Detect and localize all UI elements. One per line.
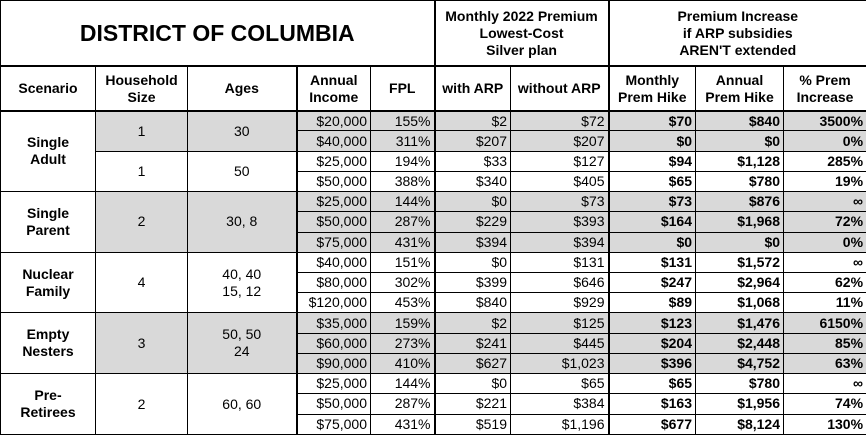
ages-line: 50 [233,162,250,179]
without-arp-cell: $125 [511,313,609,333]
ages-cell [188,252,297,313]
ages-line: 50, 50 [222,326,262,343]
income-cell: $40,000 [297,252,371,272]
pct-increase-cell: ∞ [784,252,866,272]
annual-hike-cell: $1,068 [696,293,784,313]
scenario-label-line: Pre- [34,387,62,404]
fpl-cell: 144% [371,192,435,212]
ages-line: 30, 8 [226,213,258,230]
title-row [1,1,866,67]
pct-increase-cell: 62% [784,273,866,293]
premium-header-line-3: Silver plan [486,41,557,58]
income-cell: $20,000 [297,111,371,131]
fpl-cell: 159% [371,313,435,333]
monthly-hike-cell: $65 [609,171,696,191]
fpl-cell: 194% [371,151,435,171]
pct-increase-cell: 63% [784,353,866,373]
household-size-cell: 2 [96,374,188,435]
table-row [1,151,866,171]
with-arp-cell: $229 [435,212,511,232]
col-ages: Ages [188,66,297,111]
without-arp-cell: $405 [511,171,609,191]
monthly-hike-cell: $204 [609,333,696,353]
scenario-label-line: Empty [26,326,70,343]
premium-group-header [435,1,609,67]
without-arp-cell: $1,023 [511,353,609,373]
fpl-cell: 287% [371,212,435,232]
monthly-hike-cell: $247 [609,273,696,293]
pct-increase-cell: 0% [784,232,866,252]
fpl-cell: 302% [371,273,435,293]
scenario-label [1,111,96,192]
table-row [1,111,866,131]
without-arp-cell: $131 [511,252,609,272]
annual-hike-cell: $1,128 [696,151,784,171]
increase-header-line-1: Premium Increase [677,7,799,24]
col-monthly-hike: Monthly Prem Hike [609,66,696,111]
annual-hike-cell: $1,476 [696,313,784,333]
pct-increase-cell: 72% [784,212,866,232]
with-arp-cell: $0 [435,374,511,394]
fpl-cell: 410% [371,353,435,373]
annual-hike-cell: $1,968 [696,212,784,232]
without-arp-cell: $207 [511,131,609,151]
fpl-cell: 287% [371,394,435,414]
with-arp-cell: $2 [435,111,511,131]
annual-hike-cell: $0 [696,232,784,252]
annual-hike-cell: $876 [696,192,784,212]
scenario-label-line: Family [25,282,71,299]
annual-hike-cell: $0 [696,131,784,151]
fpl-cell: 388% [371,171,435,191]
fpl-cell: 273% [371,333,435,353]
household-size-cell: 1 [96,151,188,191]
monthly-hike-cell: $677 [609,414,696,434]
col-pct-increase: % Prem Increase [784,66,866,111]
col-fpl: FPL [371,66,435,111]
scenario-label-line: Retirees [20,404,76,421]
increase-header-line-3: AREN'T extended [679,41,797,58]
household-size-cell: 3 [96,313,188,374]
with-arp-cell: $0 [435,192,511,212]
household-size-cell: 1 [96,111,188,151]
fpl-cell: 155% [371,111,435,131]
without-arp-cell: $445 [511,333,609,353]
scenario-label-line: Single [26,134,69,151]
with-arp-cell: $340 [435,171,511,191]
col-annual-income: Annual Income [297,66,371,111]
pct-increase-cell: ∞ [784,192,866,212]
fpl-cell: 431% [371,232,435,252]
without-arp-cell: $384 [511,394,609,414]
monthly-hike-cell: $163 [609,394,696,414]
ages-cell [188,151,297,191]
ages-cell [188,111,297,151]
table-row [1,313,866,333]
monthly-hike-cell: $131 [609,252,696,272]
fpl-cell: 453% [371,293,435,313]
scenario-label-line: Adult [30,151,66,168]
with-arp-cell: $33 [435,151,511,171]
with-arp-cell: $0 [435,252,511,272]
annual-hike-cell: $8,124 [696,414,784,434]
ages-line: 24 [233,343,250,360]
without-arp-cell: $1,196 [511,414,609,434]
monthly-hike-cell: $73 [609,192,696,212]
ages-cell [188,313,297,374]
pct-increase-cell: 0% [784,131,866,151]
annual-hike-cell: $780 [696,171,784,191]
income-cell: $90,000 [297,353,371,373]
with-arp-cell: $207 [435,131,511,151]
with-arp-cell: $2 [435,313,511,333]
annual-hike-cell: $1,956 [696,394,784,414]
with-arp-cell: $221 [435,394,511,414]
income-cell: $120,000 [297,293,371,313]
annual-hike-cell: $2,964 [696,273,784,293]
scenario-label [1,374,96,435]
income-cell: $25,000 [297,374,371,394]
without-arp-cell: $646 [511,273,609,293]
increase-header-line-2: if ARP subsidies [682,24,793,41]
pct-increase-cell: 74% [784,394,866,414]
fpl-cell: 144% [371,374,435,394]
pct-increase-cell: 130% [784,414,866,434]
monthly-hike-cell: $396 [609,353,696,373]
monthly-hike-cell: $65 [609,374,696,394]
income-cell: $80,000 [297,273,371,293]
table-title: DISTRICT OF COLUMBIA [1,1,435,67]
col-with-arp: with ARP [435,66,511,111]
col-scenario: Scenario [1,66,96,111]
annual-hike-cell: $1,572 [696,252,784,272]
scenario-label [1,252,96,313]
premium-header-line-1: Monthly 2022 Premium [445,7,598,24]
without-arp-cell: $393 [511,212,609,232]
fpl-cell: 151% [371,252,435,272]
monthly-hike-cell: $0 [609,232,696,252]
without-arp-cell: $73 [511,192,609,212]
ages-line: 30 [233,122,250,139]
household-size-cell: 4 [96,252,188,313]
scenario-label [1,313,96,374]
scenario-label [1,192,96,253]
table-row [1,374,866,394]
pct-increase-cell: 3500% [784,111,866,131]
with-arp-cell: $394 [435,232,511,252]
with-arp-cell: $241 [435,333,511,353]
pct-increase-cell: ∞ [784,374,866,394]
fpl-cell: 431% [371,414,435,434]
without-arp-cell: $72 [511,111,609,131]
scenario-label-line: Parent [26,221,70,238]
annual-hike-cell: $780 [696,374,784,394]
col-without-arp: without ARP [511,66,609,111]
pct-increase-cell: 6150% [784,313,866,333]
income-cell: $50,000 [297,394,371,414]
income-cell: $75,000 [297,232,371,252]
annual-hike-cell: $840 [696,111,784,131]
monthly-hike-cell: $0 [609,131,696,151]
fpl-cell: 311% [371,131,435,151]
income-cell: $50,000 [297,171,371,191]
with-arp-cell: $519 [435,414,511,434]
premium-header-line-2: Lowest-Cost [479,24,564,41]
ages-cell [188,192,297,253]
without-arp-cell: $65 [511,374,609,394]
income-cell: $40,000 [297,131,371,151]
scenario-label-line: Nesters [22,343,74,360]
without-arp-cell: $127 [511,151,609,171]
pct-increase-cell: 11% [784,293,866,313]
annual-hike-cell: $4,752 [696,353,784,373]
scenario-label-line: Nuclear [22,265,74,282]
without-arp-cell: $929 [511,293,609,313]
ages-line: 15, 12 [222,282,262,299]
ages-line: 40, 40 [222,265,262,282]
monthly-hike-cell: $123 [609,313,696,333]
income-cell: $25,000 [297,151,371,171]
income-cell: $60,000 [297,333,371,353]
annual-hike-cell: $2,448 [696,333,784,353]
income-cell: $75,000 [297,414,371,434]
with-arp-cell: $840 [435,293,511,313]
scenario-label-line: Single [26,204,69,221]
income-cell: $50,000 [297,212,371,232]
column-header-row [1,66,866,111]
with-arp-cell: $627 [435,353,511,373]
monthly-hike-cell: $94 [609,151,696,171]
pct-increase-cell: 19% [784,171,866,191]
pct-increase-cell: 85% [784,333,866,353]
col-annual-hike: Annual Prem Hike [696,66,784,111]
col-household-size: Household Size [96,66,188,111]
household-size-cell: 2 [96,192,188,253]
monthly-hike-cell: $70 [609,111,696,131]
monthly-hike-cell: $164 [609,212,696,232]
table-row [1,252,866,272]
table-row [1,192,866,212]
increase-group-header [609,1,866,67]
pct-increase-cell: 285% [784,151,866,171]
monthly-hike-cell: $89 [609,293,696,313]
income-cell: $25,000 [297,192,371,212]
without-arp-cell: $394 [511,232,609,252]
ages-cell [188,374,297,435]
with-arp-cell: $399 [435,273,511,293]
ages-line: 60, 60 [222,395,262,412]
income-cell: $35,000 [297,313,371,333]
